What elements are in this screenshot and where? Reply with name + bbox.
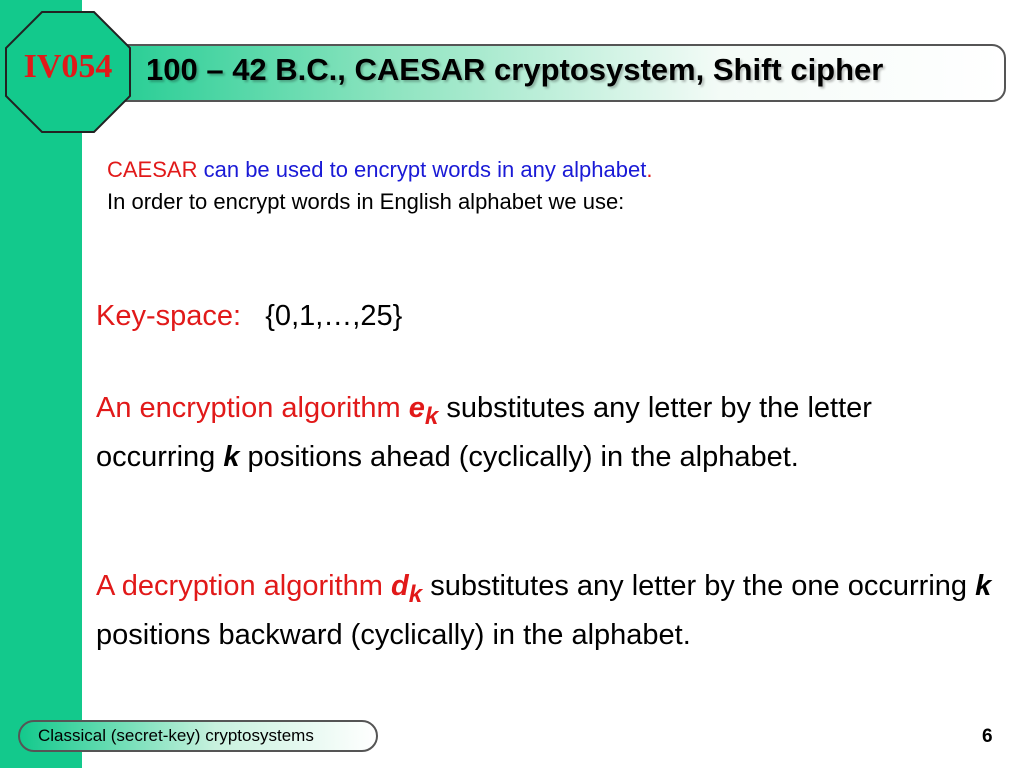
decryption-lead: A decryption algorithm <box>96 570 383 602</box>
caesar-word: CAESAR <box>107 157 198 182</box>
decryption-k: k <box>975 570 992 602</box>
encryption-symbol <box>408 392 439 430</box>
intro-alphabet-text: can be used to encrypt words in any alphabet <box>203 157 647 182</box>
slide-title: 100 – 42 B.C., CAESAR cryptosystem, Shift cipher <box>146 52 884 87</box>
encryption-symbol-subscript: k <box>424 402 439 430</box>
decryption-paragraph <box>96 566 996 655</box>
decryption-symbol-letter: d <box>391 570 409 602</box>
intro-period: . <box>646 157 653 182</box>
intro-line-2: In order to encrypt words in English alphabet we use: <box>107 189 625 214</box>
decryption-text-2: positions backward (cyclically) in the alphabet. <box>96 618 691 651</box>
encryption-lead: An encryption algorithm <box>96 392 401 424</box>
encryption-paragraph <box>96 388 976 477</box>
footer-label: Classical (secret-key) cryptosystems <box>38 726 314 745</box>
encryption-text-1: substitutes any letter by the letter occurring <box>96 392 872 473</box>
keyspace-label: Key-space: <box>96 300 242 332</box>
page-number: 6 <box>982 726 993 747</box>
encryption-k: k <box>223 440 240 473</box>
encryption-text-2: positions ahead (cyclically) in the alphabet. <box>247 440 799 473</box>
encryption-symbol-letter: e <box>408 392 425 424</box>
decryption-text-1: substitutes any letter by the one occurring <box>430 570 968 602</box>
course-code: IV054 <box>23 48 113 85</box>
keyspace-paragraph <box>96 296 402 336</box>
decryption-symbol <box>391 570 423 608</box>
keyspace-value: {0,1,…,25} <box>265 300 403 332</box>
intro-text <box>107 154 652 218</box>
intro-line-1 <box>107 154 652 186</box>
decryption-symbol-subscript: k <box>408 580 423 608</box>
